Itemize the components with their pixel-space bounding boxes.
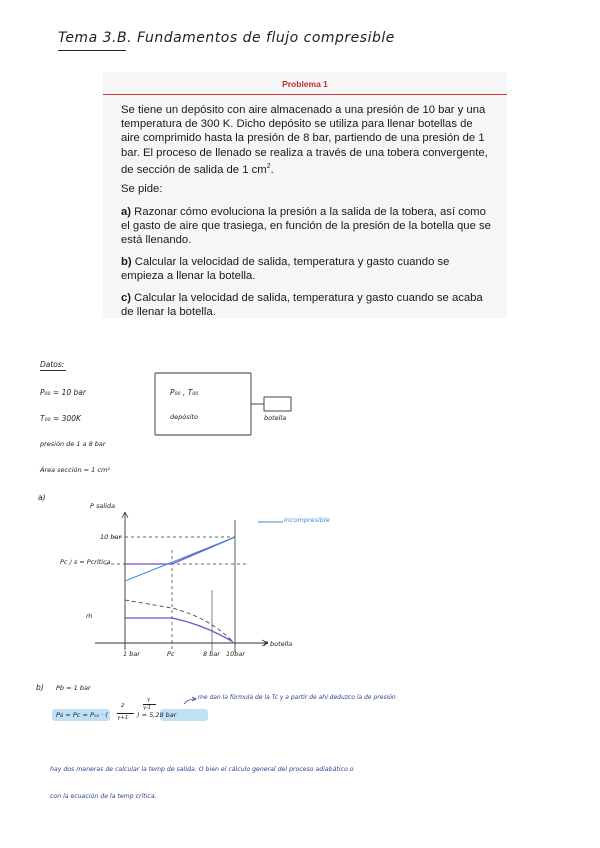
part-b-label: b) <box>36 683 44 692</box>
note-line-2: con la ecuación de la temp crítica. <box>50 793 157 800</box>
page-title: Tema 3.B. Fundamentos de flujo compresible <box>58 30 395 46</box>
p00-value: P₀₀ = 10 bar <box>40 388 86 397</box>
x-axis-label: P botella <box>264 640 293 648</box>
y-tick-10bar: 10 bar <box>100 533 122 541</box>
fraction-bar <box>117 713 134 714</box>
x-tick-10bar: 10bar <box>226 650 246 658</box>
y-axis-label: P salida <box>90 502 116 510</box>
tank-label: depósito <box>170 413 198 421</box>
x-tick-1bar: 1 bar <box>123 650 140 658</box>
y-tick-pcritica: Pc / s = Pcrítica <box>60 558 111 566</box>
formula-left: Ps = Pc = P₀₀ · ( <box>56 711 108 719</box>
question-a-label: a) <box>121 206 132 218</box>
note-line-1: hay dos maneras de calcular la temp de salida. O bien el cálculo general del proceso adiabático o <box>50 766 354 773</box>
question-b-text: Calcular la velocidad de salida, temperatura y gasto cuando se empieza a llenar la botella. <box>121 256 450 283</box>
x-tick-8bar: 8 bar <box>203 650 220 658</box>
pb-value: Pb = 1 bar <box>56 684 91 692</box>
datos-label: Datos: <box>40 360 65 369</box>
intro-superscript: 2 <box>266 162 271 170</box>
exponent-numerator: γ <box>147 697 150 703</box>
formula-note: me dan la fórmula de la Tc y a partir de ahí deduzco la de presión <box>198 694 396 701</box>
part-a-label: a) <box>38 493 46 502</box>
bottle-label: botella <box>264 414 287 422</box>
question-b-label: b) <box>121 256 132 268</box>
fraction-denominator: γ+1 <box>117 715 129 721</box>
intro-text: Se tiene un depósito con aire almacenado a una presión de 10 bar y una temperatura de 300 K. Dicho depósito se utiliza para llenar botellas de aire comprimido hasta la presión de 8 bar, partiendo de una presión de 1 bar. El proceso de llenado se realiza a través de una tobera convergente, de sección de salida de 1 cm <box>121 104 488 176</box>
formula-result: ) = 5,28 bar <box>137 711 177 719</box>
x-tick-pc: Pc <box>167 650 175 658</box>
incompressible-legend: incompresible <box>284 516 330 524</box>
area-value: Área sección = 1 cm² <box>40 466 110 474</box>
exponent-denominator: γ-1 <box>143 705 151 711</box>
mass-flow-label: ṁ <box>86 612 93 620</box>
tank-conditions: P₀₀ , T₀₀ <box>170 388 199 397</box>
intro-end: . <box>270 163 274 176</box>
pressure-range: presión de 1 a 8 bar <box>40 440 106 448</box>
t00-value: T₀₀ = 300K <box>40 414 81 423</box>
question-c-text: Calcular la velocidad de salida, temperatura y gasto cuando se acaba de llenar la botella. <box>121 292 483 319</box>
problem-heading: Problema 1 <box>282 79 328 89</box>
fraction-numerator: 2 <box>121 703 125 709</box>
question-c-label: c) <box>121 292 132 304</box>
question-a-text: Razonar cómo evoluciona la presión a la salida de la tobera, así como el gasto de aire que trasiega, en función de la presión de la botella que se está llenando. <box>121 206 491 247</box>
problem-ask: Se pide: <box>121 183 163 195</box>
